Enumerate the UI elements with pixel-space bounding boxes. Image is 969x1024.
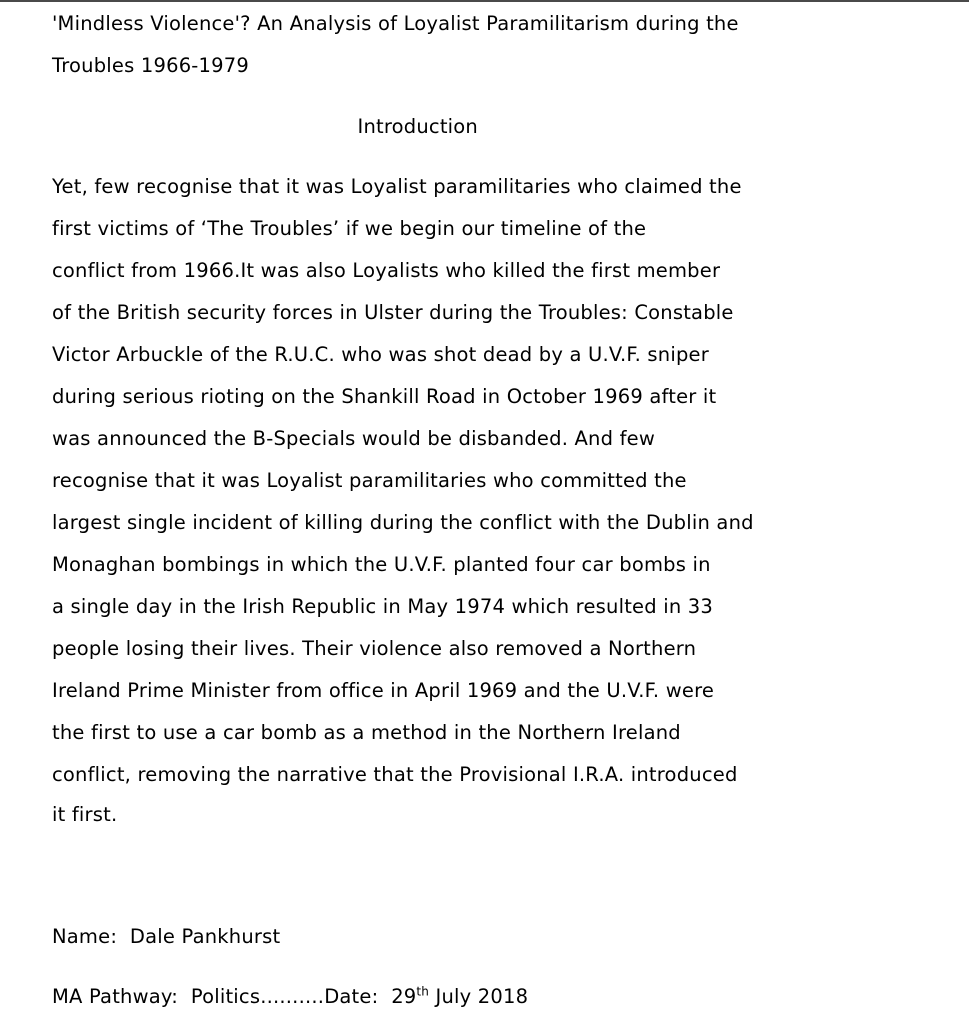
body-line: Ireland Prime Minister from office in April 1969 and the U.V.F. were (52, 679, 715, 702)
date-label: Date: (324, 985, 379, 1008)
body-line: a single day in the Irish Republic in May 1974 which resulted in 33 (52, 595, 714, 618)
body-line: during serious rioting on the Shankill Road in October 1969 after it (52, 385, 717, 408)
body-line: conflict, removing the narrative that the Provisional I.R.A. introduced (52, 763, 738, 786)
name-field (52, 923, 280, 951)
body-line: was announced the B-Specials would be disbanded. And few (52, 427, 655, 450)
body-line: first victims of ‘The Troubles’ if we begin our timeline of the (52, 217, 647, 240)
body-line: largest single incident of killing during the conflict with the Dublin and (52, 511, 754, 534)
name-value: Dale Pankhurst (129, 925, 281, 948)
document-title-line-1: 'Mindless Violence'? An Analysis of Loyalist Paramilitarism during the (52, 12, 739, 35)
section-heading: Introduction (357, 115, 478, 138)
date-month-year: July 2018 (435, 985, 529, 1008)
body-line: Monaghan bombings in which the U.V.F. planted four car bombs in (52, 553, 711, 576)
body-line: Yet, few recognise that it was Loyalist paramilitaries who claimed the (52, 175, 742, 198)
name-label: Name: (52, 925, 118, 948)
body-line: conflict from 1966.It was also Loyalists who killed the first member (52, 259, 721, 282)
date-day: 29 (391, 985, 417, 1008)
date-ordinal-suffix: th (416, 984, 430, 999)
pathway-date-field (52, 983, 528, 1011)
pathway-value: Politics (190, 985, 261, 1008)
body-line: it first. (52, 803, 118, 826)
pathway-leader-dots: .......... (260, 985, 325, 1008)
body-line: recognise that it was Loyalist paramilitaries who committed the (52, 469, 687, 492)
pathway-label: MA Pathway: (52, 985, 178, 1008)
body-line: of the British security forces in Ulster during the Troubles: Constable (52, 301, 734, 324)
body-line: Victor Arbuckle of the R.U.C. who was shot dead by a U.V.F. sniper (52, 343, 709, 366)
body-line: people losing their lives. Their violence also removed a Northern (52, 637, 697, 660)
body-line: the first to use a car bomb as a method in the Northern Ireland (52, 721, 681, 744)
document-title-line-2: Troubles 1966-1979 (52, 54, 249, 77)
